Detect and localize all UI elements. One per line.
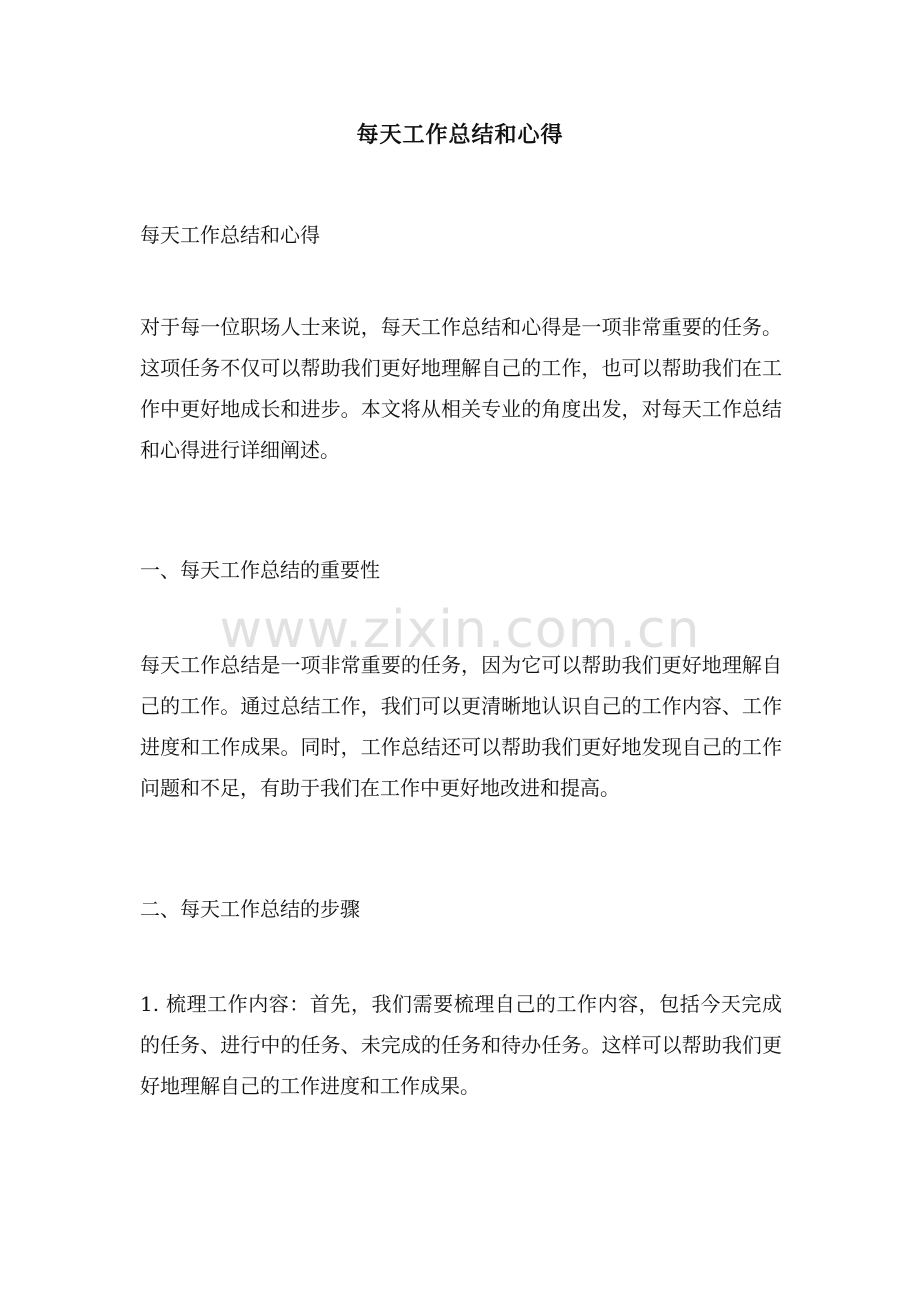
watermark-text: www.zixin.com.cn: [219, 600, 701, 660]
intro-paragraph: 对于每一位职场人士来说，每天工作总结和心得是一项非常重要的任务。这项任务不仅可以帮助我们更好地理解自己的工作，也可以帮助我们在工作中更好地成长和进步。本文将从相关专业的角度出发，对每天工作总结和心得进行详细阐述。: [140, 315, 782, 462]
subtitle-paragraph: 每天工作总结和心得: [140, 223, 320, 247]
section-2-heading: 二、每天工作总结的步骤: [140, 897, 360, 921]
section-1-heading: 一、每天工作总结的重要性: [140, 558, 380, 582]
document-title: 每天工作总结和心得: [356, 122, 564, 148]
section-1-body: 每天工作总结是一项非常重要的任务，因为它可以帮助我们更好地理解自己的工作。通过总结工作，我们可以更清晰地认识自己的工作内容、工作进度和工作成果。同时，工作总结还可以帮助我们更好地发现自己的工作问题和不足，有助于我们在工作中更好地改进和提高。: [140, 653, 782, 800]
step-1-paragraph: 1. 梳理工作内容：首先，我们需要梳理自己的工作内容，包括今天完成的任务、进行中的任务、未完成的任务和待办任务。这样可以帮助我们更好地理解自己的工作进度和工作成果。: [140, 992, 782, 1098]
